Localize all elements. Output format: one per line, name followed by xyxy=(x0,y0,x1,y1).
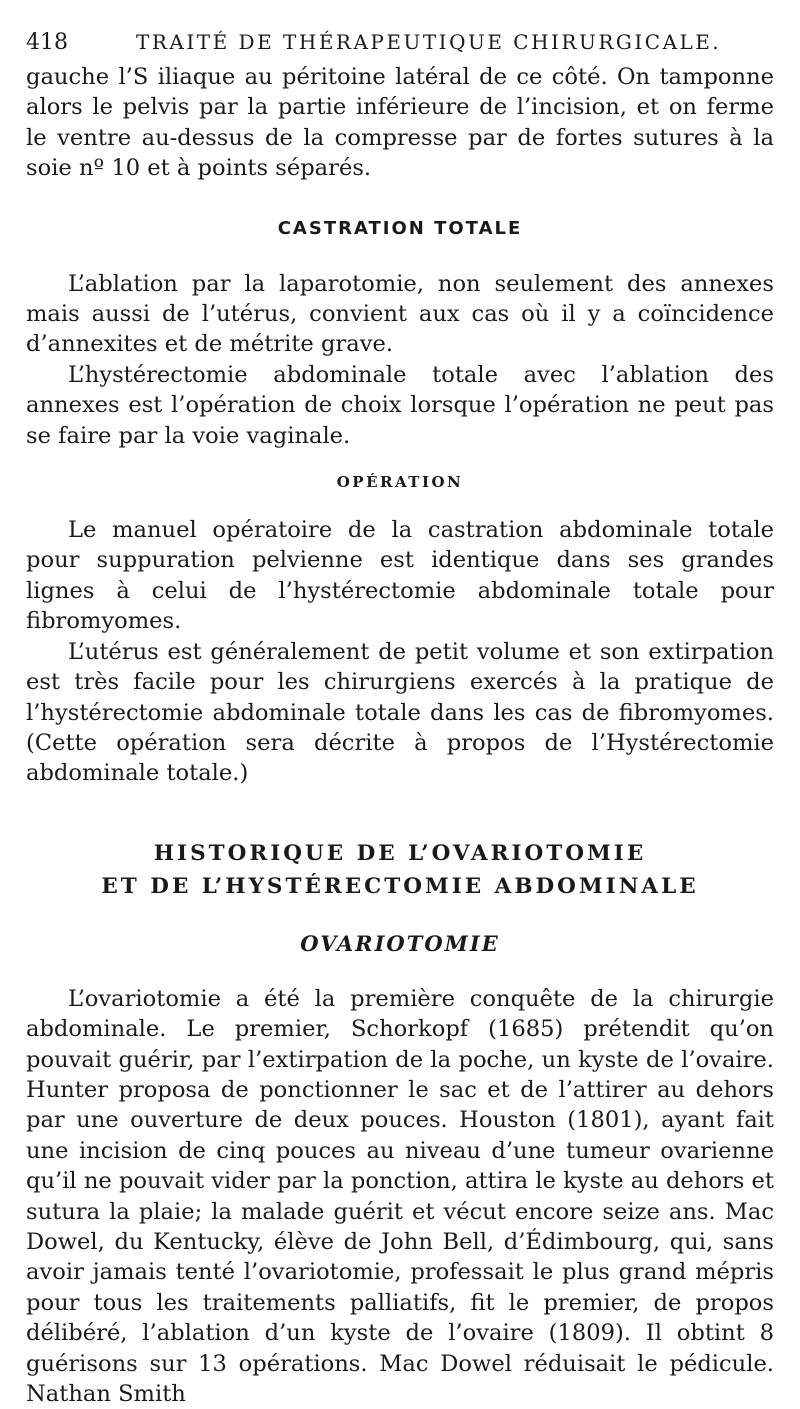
historique-heading xyxy=(26,837,774,903)
castration-section xyxy=(26,269,774,451)
section-heading-castration: CASTRATION TOTALE xyxy=(277,217,523,239)
historique-heading-line-2: ET DE L’HYSTÉRECTOMIE ABDOMINALE xyxy=(101,873,699,899)
castration-paragraph-2: L’hystérectomie abdominale totale avec l’ablation des annexes est l’opération de choix lorsque l’opération ne peut pas se faire par la voie vaginale. xyxy=(26,361,774,449)
operation-paragraph-1: Le manuel opératoire de la castration abdominale totale pour suppuration pelvienne est identique dans ses grandes lignes à celui de l’hystérectomie abdominale totale pour fibromyomes. xyxy=(26,517,774,635)
operation-section xyxy=(26,515,774,789)
running-title: TRAITÉ DE THÉRAPEUTIQUE CHIRURGICALE. xyxy=(136,30,722,54)
subheading-ovariotomie: OVARIOTOMIE xyxy=(300,930,500,956)
section-heading-operation: OPÉRATION xyxy=(336,473,464,492)
castration-paragraph-1: L’ablation par la laparotomie, non seulement des annexes mais aussi de l’utérus, convient aux cas où il y a coïncidence d’annexites et de métrite grave. xyxy=(26,270,774,358)
document-page xyxy=(26,22,774,1409)
ovariotomie-paragraph: L’ovariotomie a été la première conquête de la chirurgie abdominale. Le premier, Schorkopf (1685) prétendit qu’on pouvait guérir, par l’extirpation de la poche, un kyste de l’ovaire. Hunter proposa de ponctionner le sac et de l’attirer au dehors par une ouverture de deux pouces. Houston (1801), ayant fait une incision de cinq pouces au niveau d’une tumeur ovarienne qu’il ne pouvait vider par la ponction, attira le kyste au dehors et sutura la plaie; la malade guérit et vécut encore seize ans. Mac Dowel, du Kentucky, élève de John Bell, d’Édimbourg, qui, sans avoir jamais tenté l’ovariotomie, professait le plus grand mépris pour tous les traitements palliatifs, fit le premier, de propos délibéré, l’ablation d’un kyste de l’ovaire (1809). Il obtint 8 guérisons sur 13 opérations. Mac Dowel réduisait le pédicule. Nathan Smith xyxy=(26,985,774,1407)
historique-heading-line-1: HISTORIQUE DE L’OVARIOTOMIE xyxy=(153,840,647,866)
operation-paragraph-2: L’utérus est généralement de petit volume et son extirpation est très facile pour les chirurgiens exercés à la pratique de l’hystérectomie abdominale totale dans les cas de fibromyomes. (Cette opération sera décrite à propos de l’Hystérectomie abdominale totale.) xyxy=(26,638,774,787)
running-header xyxy=(26,22,774,62)
page-number: 418 xyxy=(26,30,68,55)
intro-paragraph: gauche l’S iliaque au péritoine latéral de ce côté. On tamponne alors le pelvis par la partie inférieure de l’incision, et on ferme le ventre au-dessus de la compresse par de fortes sutures à la soie nº 10 et à points séparés. xyxy=(26,64,774,182)
